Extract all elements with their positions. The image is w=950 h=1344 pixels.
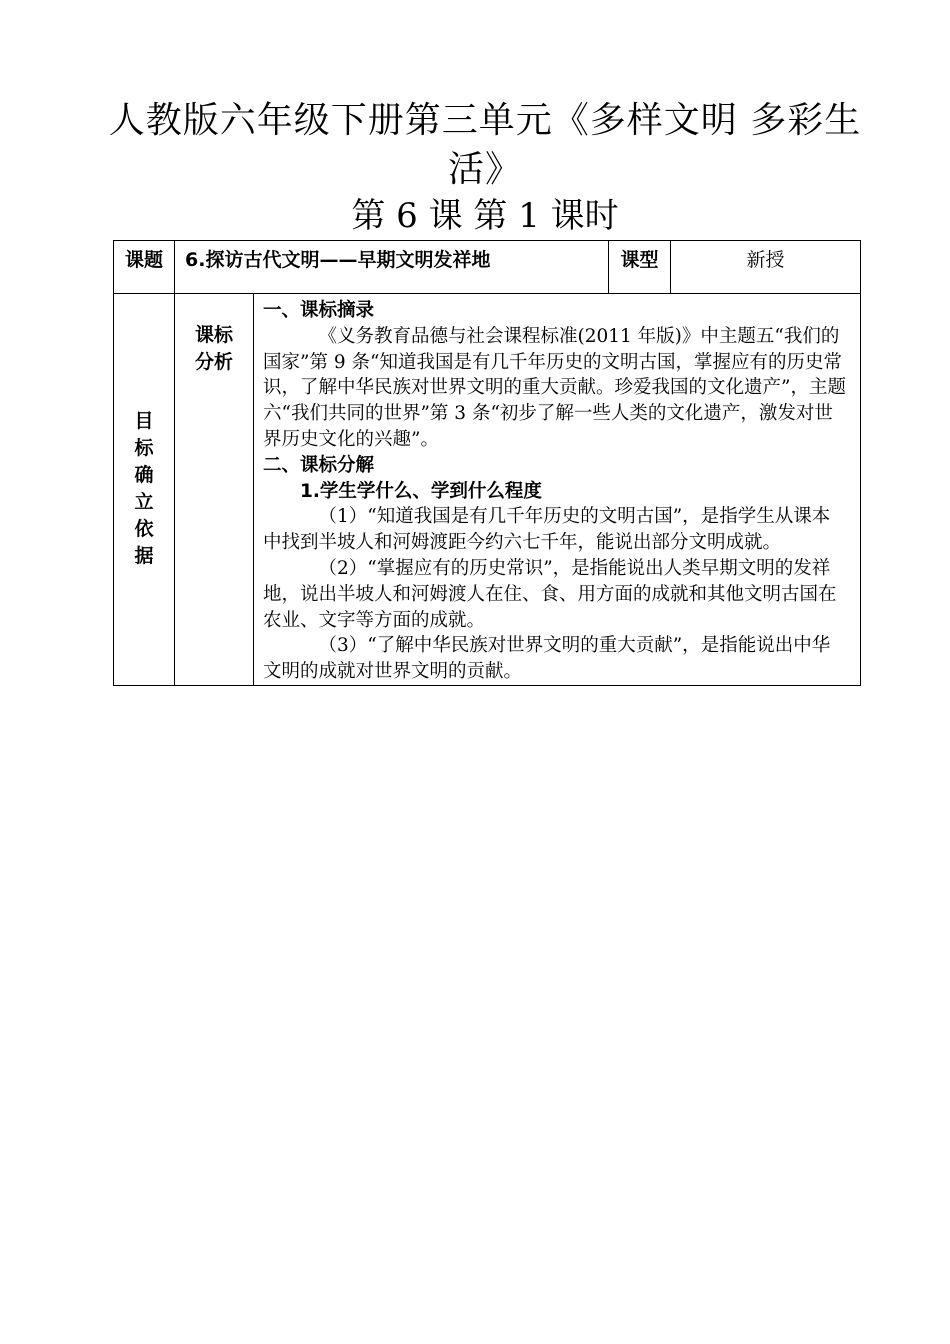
sub-label-line: 分析	[194, 351, 233, 373]
section-label-char: 标	[134, 437, 154, 460]
breakdown-item-1: （1）“知道我国是有几千年历史的文明古国”，是指学生从课本中找到半坡人和河姆渡距今约六七千年，能说出部分文明成就。	[263, 506, 831, 554]
breakdown-item-3: （3）“了解中华民族对世界文明的重大贡献”，是指能说出中华文明的成就对世界文明的贡献。	[263, 635, 831, 683]
excerpt-paragraph: 《义务教育品德与社会课程标准(2011 年版)》中主题五“我们的国家”第 9 条“知道我国是有几千年历史的文明古国，掌握应有的历史常识，了解中华民族对世界文明的重大贡献。珍爱我国的文化遗产”，主题六“我们共同的世界”第 3 条“初步了解一些人类的文化遗产，激发对世界历史文化的兴趣”。	[263, 325, 846, 450]
sub-heading-learning-goals: 1.学生学什么、学到什么程度	[300, 480, 542, 502]
section-label-char: 据	[134, 545, 154, 568]
section-label-char: 立	[134, 491, 154, 514]
heading-standard-excerpt: 一、课标摘录	[263, 300, 375, 321]
sub-label-line: 课标	[194, 324, 233, 346]
section-label	[114, 294, 175, 686]
sub-label	[175, 294, 254, 686]
header-row	[114, 241, 861, 294]
topic-value: 6.探访古代文明——早期文明发祥地	[175, 241, 609, 294]
section-label-char: 依	[134, 518, 154, 541]
lesson-plan-table	[113, 240, 861, 686]
lesson-subtitle: 第 6 课 第 1 课时	[351, 196, 619, 236]
heading-standard-breakdown: 二、课标分解	[263, 454, 375, 476]
analysis-content	[254, 294, 861, 686]
basis-row	[114, 294, 861, 686]
type-label: 课型	[609, 241, 671, 294]
type-value: 新授	[671, 241, 861, 294]
section-label-char: 目	[134, 410, 154, 433]
topic-label: 课题	[114, 241, 175, 294]
document-title: 人教版六年级下册第三单元《多样文明 多彩生活》	[108, 100, 862, 190]
section-label-char: 确	[134, 464, 154, 487]
breakdown-item-2: （2）“掌握应有的历史常识”，是指能说出人类早期文明的发祥地，说出半坡人和河姆渡人在住、食、用方面的成就和其他文明古国在农业、文字等方面的成就。	[263, 557, 837, 631]
